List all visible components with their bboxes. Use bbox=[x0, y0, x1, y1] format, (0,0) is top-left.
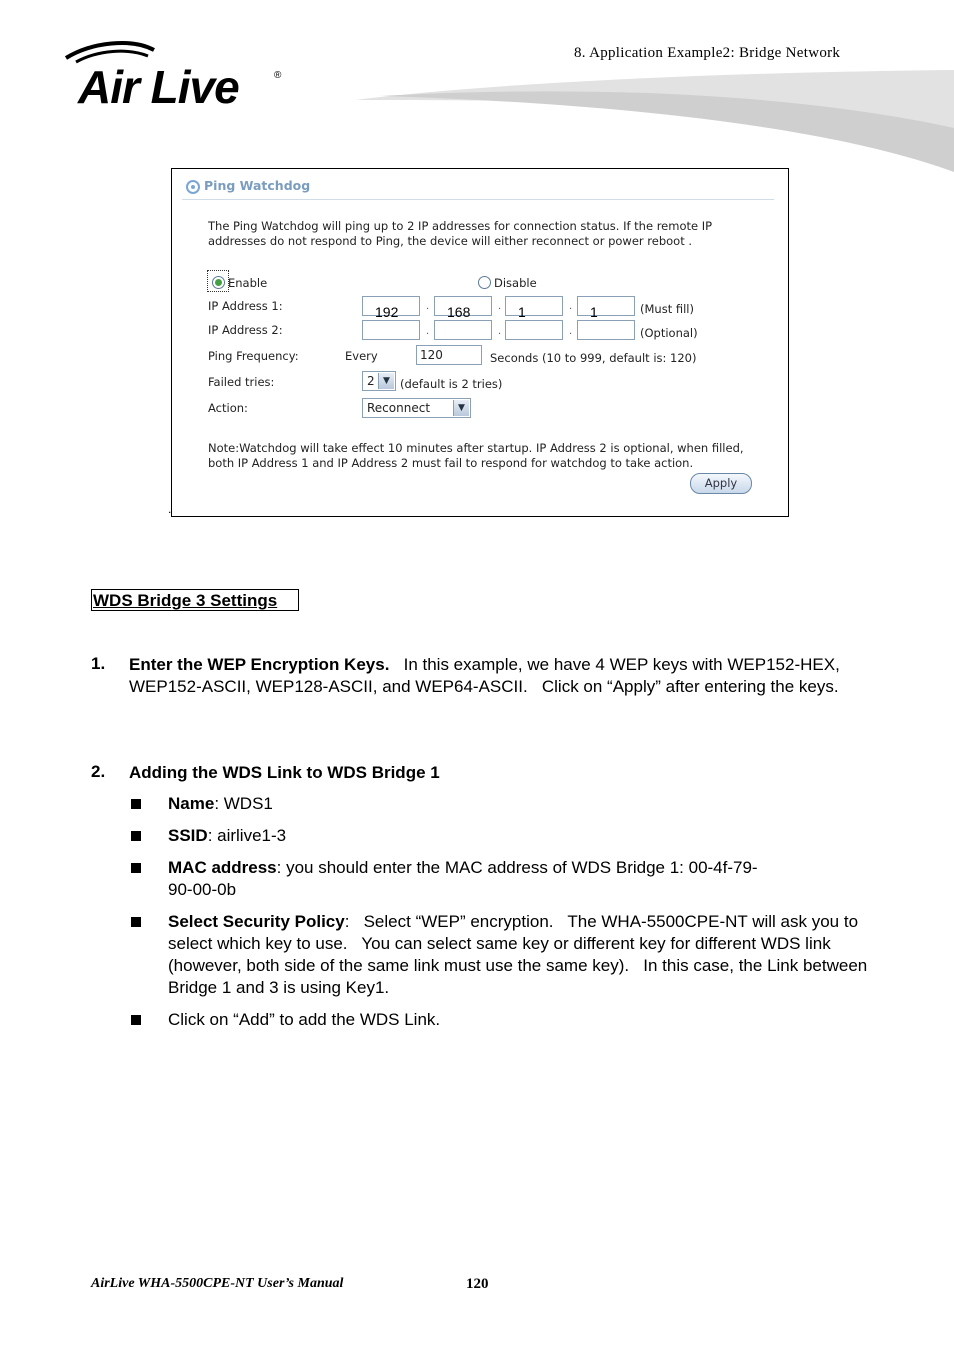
bullet-bold: SSID bbox=[168, 826, 208, 845]
bullet-item bbox=[168, 911, 872, 999]
step-1-paragraph bbox=[129, 654, 849, 698]
chevron-down-icon: ▼ bbox=[453, 400, 469, 416]
bullet-text: : airlive1-3 bbox=[207, 826, 287, 845]
bullet-square-icon bbox=[131, 863, 141, 873]
enable-label: Enable bbox=[228, 276, 268, 290]
ip2-octet-3[interactable] bbox=[505, 320, 563, 340]
action-select[interactable] bbox=[362, 398, 471, 418]
enable-radio[interactable] bbox=[212, 276, 225, 289]
ip2-note: (Optional) bbox=[640, 326, 698, 340]
ip1-octet-4[interactable]: 1 bbox=[577, 296, 635, 316]
ip2-octet-1[interactable] bbox=[362, 320, 420, 340]
footer-manual-title: AirLive WHA-5500CPE-NT User’s Manual bbox=[91, 1276, 344, 1291]
disable-radio[interactable] bbox=[478, 276, 491, 289]
target-icon bbox=[186, 180, 200, 194]
bullet-bold: Select Security Policy bbox=[168, 912, 345, 931]
step-1-number: 1. bbox=[91, 654, 106, 673]
bullet-item bbox=[168, 825, 868, 847]
ping-watchdog-description: The Ping Watchdog will ping up to 2 IP addresses for connection status. If the remote IP addresses do not respond to Ping, the device will either reconnect or power reboot . bbox=[208, 219, 713, 248]
ping-watchdog-title: Ping Watchdog bbox=[204, 178, 311, 193]
ip2-octet-4[interactable] bbox=[577, 320, 635, 340]
airlive-logo bbox=[62, 40, 292, 113]
step-2-heading: Adding the WDS Link to WDS Bridge 1 bbox=[129, 763, 440, 782]
bullet-bold: Name bbox=[168, 794, 215, 813]
ip1-octet-3[interactable]: 1 bbox=[505, 296, 563, 316]
bullet-text: : you should enter the MAC address of WDS Bridge 1: 00-4f-79-90-00-0b bbox=[168, 858, 758, 899]
apply-button[interactable]: Apply bbox=[690, 473, 752, 494]
logo-registered-mark: ® bbox=[274, 70, 282, 81]
ip1-label: IP Address 1: bbox=[208, 299, 283, 313]
ping-watchdog-header bbox=[182, 177, 774, 200]
bullet-bold: MAC address bbox=[168, 858, 277, 877]
section-title: WDS Bridge 3 Settings bbox=[91, 589, 299, 611]
bullet-square-icon bbox=[131, 917, 141, 927]
bullet-square-icon bbox=[131, 799, 141, 809]
bullet-square-icon bbox=[131, 831, 141, 841]
ip1-note: (Must fill) bbox=[640, 302, 694, 316]
disable-label: Disable bbox=[494, 276, 537, 290]
watchdog-note: Note:Watchdog will take effect 10 minutes after startup. IP Address 2 is optional, when filled, both IP Address 1 and IP Address 2 must fail to respond for watchdog to take action. bbox=[208, 441, 744, 470]
ping-frequency-note: Seconds (10 to 999, default is: 120) bbox=[490, 351, 697, 365]
step-1-heading: Enter the WEP Encryption Keys. bbox=[129, 655, 390, 674]
failed-tries-label: Failed tries: bbox=[208, 375, 275, 389]
ping-watchdog-screenshot bbox=[171, 168, 789, 517]
bullet-item bbox=[168, 793, 868, 815]
ip2-octet-2[interactable] bbox=[434, 320, 492, 340]
logo-text: Air Live bbox=[78, 61, 239, 113]
ip-separator: · bbox=[498, 304, 502, 315]
action-label: Action: bbox=[208, 401, 248, 415]
ping-frequency-label: Ping Frequency: bbox=[208, 349, 299, 363]
ping-frequency-every: Every bbox=[345, 349, 378, 363]
chapter-heading: 8. Application Example2: Bridge Network bbox=[574, 45, 841, 61]
ip1-octet-2[interactable]: 168 bbox=[434, 296, 492, 316]
failed-tries-value: 2 bbox=[367, 374, 375, 388]
ip-separator: · bbox=[426, 304, 430, 315]
bullet-square-icon bbox=[131, 1015, 141, 1025]
step-1-text: In this example, we have 4 WEP keys with WEP152-HEX, WEP152-ASCII, WEP128-ASCII, and WEP64-ASCII. Click on “Apply” after entering the keys. bbox=[129, 655, 845, 696]
bullet-text: : Select “WEP” encryption. The WHA-5500CPE-NT will ask you to select which key to use. You can select same key or different key for different WDS link (however, both side of the same link must use the same key). In this case, the Link between Bridge 1 and 3 is using Key1. bbox=[168, 912, 872, 997]
caption-dot: . bbox=[168, 502, 172, 516]
ping-frequency-input[interactable]: 120 bbox=[416, 345, 482, 365]
ip2-label: IP Address 2: bbox=[208, 323, 283, 337]
failed-tries-select[interactable] bbox=[362, 371, 396, 391]
ip-separator: · bbox=[569, 329, 573, 340]
ip-separator: · bbox=[569, 304, 573, 315]
chevron-down-icon: ▼ bbox=[378, 373, 394, 389]
bullet-item bbox=[168, 857, 768, 901]
ip-separator: · bbox=[498, 329, 502, 340]
footer-page-number: 120 bbox=[466, 1276, 489, 1292]
bullet-text: : WDS1 bbox=[214, 794, 273, 813]
ip-separator: · bbox=[426, 329, 430, 340]
bullet-item bbox=[168, 1009, 868, 1031]
action-value: Reconnect bbox=[367, 401, 431, 415]
failed-tries-note: (default is 2 tries) bbox=[400, 377, 503, 391]
step-2-number: 2. bbox=[91, 762, 106, 781]
bullet-text: Click on “Add” to add the WDS Link. bbox=[168, 1010, 441, 1029]
ip1-octet-1[interactable]: 192 bbox=[362, 296, 420, 316]
